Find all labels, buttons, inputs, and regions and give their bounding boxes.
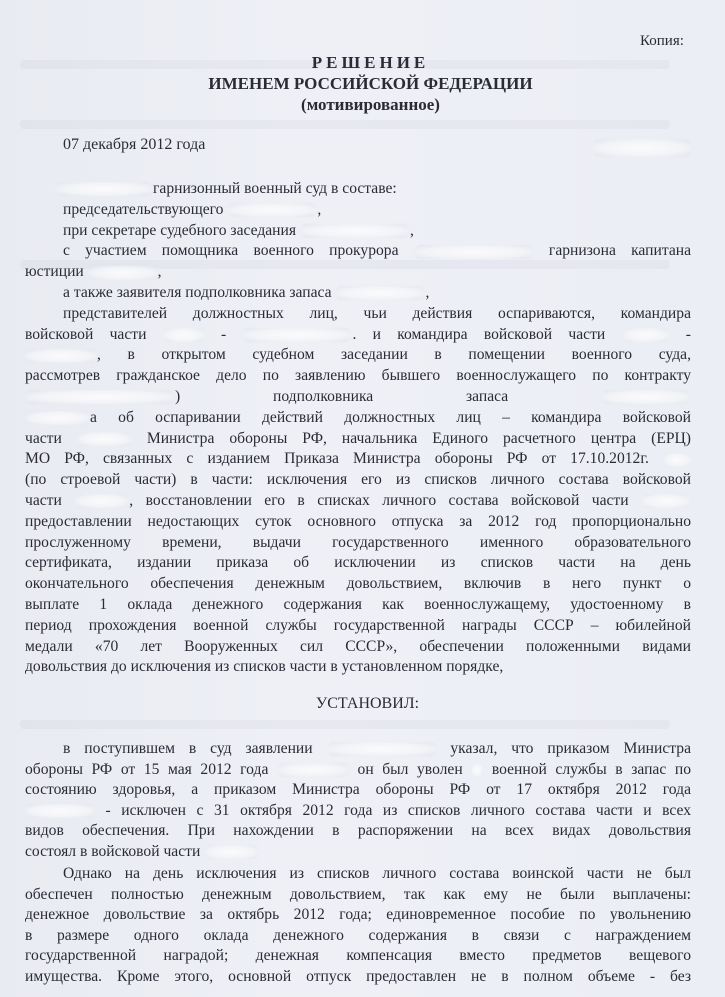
text-segment: , — [157, 263, 162, 281]
text-line — [25, 408, 691, 429]
text-segment: . и командира войсковой части — [352, 325, 622, 343]
redacted-text — [74, 494, 129, 508]
redacted-text — [277, 763, 349, 777]
established-heading: УСТАНОВИЛ: — [315, 695, 420, 712]
text-segment: медали «70 лет Вооруженных сил СССР», обеспечении положенными видами — [25, 637, 691, 655]
text-line — [25, 885, 691, 906]
text-line — [25, 595, 691, 616]
text-line — [25, 533, 691, 554]
redacted-text — [163, 328, 205, 342]
bleed-through-text — [20, 120, 670, 129]
redacted-text — [327, 742, 437, 756]
text-line — [25, 262, 691, 283]
redacted-text — [300, 224, 410, 238]
text-segment: войсковой части — [25, 325, 163, 343]
document-subtitle: ИМЕНЕМ РОССИЙСКОЙ ФЕДЕРАЦИИ — [208, 74, 533, 93]
copy-label: Копия: — [640, 33, 684, 49]
text-segment: имущества. Кроме этого, основной отпуск предоставлен не в полном объеме - без — [25, 967, 691, 985]
redacted-text — [55, 182, 153, 196]
text-line — [25, 821, 691, 842]
redacted-text — [25, 390, 175, 404]
text-line — [25, 491, 691, 512]
text-segment: гарнизона капитана — [533, 242, 692, 260]
redacted-text — [77, 432, 132, 446]
text-line — [25, 387, 691, 408]
text-segment: юстиции — [25, 263, 88, 281]
text-segment: государственной наградой; денежная компенсация вместо предметов вещевого — [25, 947, 691, 964]
redacted-text — [242, 328, 352, 342]
redacted-text — [641, 494, 691, 508]
text-line — [25, 366, 691, 387]
text-segment: части — [25, 491, 75, 509]
text-segment: , в открытом судебном заседании в помещении военного суда, — [97, 346, 691, 364]
text-segment: - — [204, 325, 243, 343]
redacted-place — [592, 139, 692, 157]
text-line — [25, 470, 691, 491]
text-segment: обеспечен полностью денежным довольствием, так как ему не были выплачены: — [25, 885, 691, 903]
text-segment: прослуженному времени, выдачи государственного именного образовательного — [25, 533, 691, 551]
redacted-text — [471, 763, 483, 777]
redacted-text — [25, 349, 97, 363]
text-line — [25, 283, 691, 304]
text-line — [25, 760, 691, 781]
redacted-text — [335, 286, 425, 300]
text-line — [25, 864, 691, 885]
redacted-text — [622, 328, 670, 342]
text-line — [25, 739, 691, 760]
text-segment: - — [669, 325, 691, 343]
text-segment: гарнизонный военный суд в составе: — [153, 180, 397, 197]
text-segment: части — [25, 429, 77, 447]
text-line — [25, 637, 691, 658]
text-line — [25, 179, 691, 200]
text-line — [25, 512, 691, 533]
text-line — [25, 926, 691, 947]
text-line — [25, 657, 691, 678]
established-section — [25, 739, 691, 987]
text-segment: довольствия до исключения из списков части в установленном порядке, — [25, 658, 504, 676]
redacted-text — [25, 411, 90, 425]
text-segment: МО РФ, связанных с изданием Приказа Министра обороны РФ от 17.10.2012г. — [25, 450, 663, 468]
intro-section — [25, 179, 691, 678]
text-segment: представителей должностных лиц, чьи действия оспариваются, командира — [63, 304, 691, 322]
bleed-through-text — [20, 720, 670, 729]
text-line — [25, 304, 691, 325]
redacted-text — [663, 453, 691, 467]
text-line — [25, 967, 691, 988]
text-line — [25, 801, 691, 822]
text-segment: военной службы в запас по — [483, 760, 691, 778]
text-segment: а также заявителя подполковника запаса — [63, 283, 336, 301]
text-segment: предоставлении недостающих суток основного отпуска за 2012 год пропорционально — [25, 512, 691, 530]
text-segment: период прохождения военной службы государственной награды СССР – юбилейной — [25, 616, 691, 634]
text-segment: в поступившем в суд заявлении — [63, 740, 327, 757]
text-segment: , — [425, 283, 430, 301]
text-segment: обороны РФ от 15 мая 2012 года — [25, 760, 277, 778]
text-line — [25, 553, 691, 574]
text-segment: состоял в войсковой части — [25, 842, 205, 860]
text-segment: , — [409, 221, 414, 239]
text-segment: - исключен с 31 октября 2012 года из списков личного состава части и всех — [95, 801, 691, 819]
text-segment: председательствующего — [63, 200, 228, 218]
text-segment: (по строевой части) в части: исключения его из списков личного состава войсковой — [25, 471, 691, 489]
text-line — [25, 345, 691, 366]
text-line — [25, 842, 691, 863]
text-segment: денежное довольствие за октябрь 2012 года; единовременное пособие по увольнению — [25, 906, 691, 923]
text-segment: , восстановлении его в списках личного состава войсковой части — [129, 491, 641, 509]
redacted-text — [414, 245, 534, 259]
text-segment: а об оспаривании действий должностных лиц – командира войсковой — [90, 408, 691, 426]
text-segment: в размере одного оклада денежного содержания в связи с награждением — [25, 926, 691, 944]
text-segment: видов обеспечения. При нахождении в распоряжении на всех видах довольствия — [25, 822, 691, 839]
text-segment: сертификата, издании приказа об исключении из списков части на день — [25, 554, 691, 572]
text-segment: , — [317, 200, 322, 218]
text-segment: с участием помощника военного прокурора — [63, 242, 414, 260]
decision-date: 07 декабря 2012 года — [63, 136, 206, 153]
text-line — [25, 325, 691, 346]
text-line — [25, 946, 691, 967]
text-line — [25, 241, 691, 262]
text-segment: состоянию здоровья, а приказом Министра обороны РФ от 17 октября 2012 года — [25, 781, 691, 798]
text-segment: выплате 1 оклада денежного содержания как военнослужащему, удостоенному в — [25, 595, 691, 613]
text-line — [25, 221, 691, 242]
text-segment: при секретаре судебного заседания — [63, 221, 300, 239]
text-segment: Министра обороны РФ, начальника Единого расчетного центра (ЕРЦ) — [131, 429, 691, 447]
document-qualifier: (мотивированное) — [301, 95, 440, 114]
text-line — [25, 616, 691, 637]
redacted-text — [25, 804, 95, 818]
text-line — [25, 574, 691, 595]
text-segment: он был уволен — [348, 760, 472, 778]
text-segment: ) подполковника запаса — [175, 387, 601, 405]
redacted-text — [227, 203, 317, 217]
redacted-text — [88, 266, 158, 280]
text-segment: окончательного обеспечения денежным довольствием, включив в него пункт о — [25, 575, 691, 593]
text-segment: Однако на день исключения из списков личного состава воинской части не был — [63, 865, 691, 882]
text-segment: указал, что приказом Министра — [436, 740, 691, 757]
text-line — [25, 905, 691, 926]
text-segment: рассмотрев гражданское дело по заявлению бывшего военнослужащего по контракту — [25, 367, 691, 385]
redacted-text — [601, 390, 691, 404]
text-line — [25, 449, 691, 470]
text-line — [25, 780, 691, 801]
document-title: РЕШЕНИЕ — [311, 53, 430, 72]
redacted-text — [204, 845, 259, 859]
text-line — [25, 429, 691, 450]
text-line — [25, 200, 691, 221]
